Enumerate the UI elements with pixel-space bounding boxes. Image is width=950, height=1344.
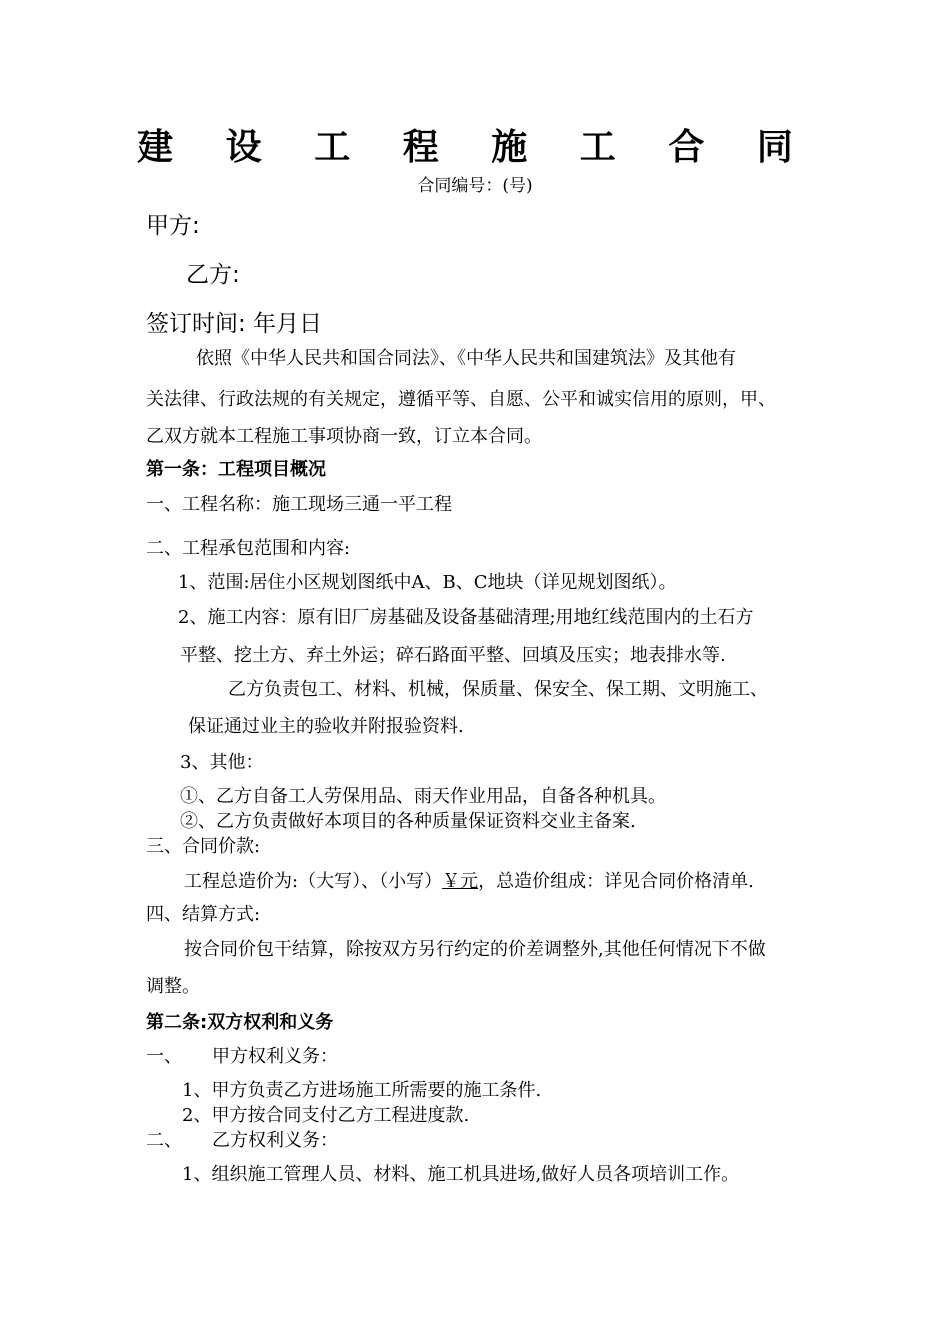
intro-line: 关法律、行政法规的有关规定，遵循平等、自愿、公平和诚实信用的原则，甲、 bbox=[146, 389, 776, 410]
intro-line: 依照《中华人民共和国合同法》、《中华人民共和国建筑法》及其他有 bbox=[196, 348, 736, 369]
other-heading: 3、其他： bbox=[180, 752, 264, 773]
project-name: 一、工程名称：施工现场三通一平工程 bbox=[146, 494, 452, 515]
contract-number: 合同编号：(号) bbox=[417, 176, 533, 196]
scope-heading: 二、工程承包范围和内容: bbox=[146, 538, 351, 559]
price-currency: ￥元 bbox=[442, 871, 479, 892]
party-a-rights-heading: 甲方权利义务： bbox=[212, 1046, 338, 1067]
scope-item: 乙方负责包工、材料、机械，保质量、保安全、保工期、文明施工、 bbox=[228, 679, 768, 700]
price-heading: 三、合同价款: bbox=[146, 836, 261, 857]
party-a: 甲方: bbox=[146, 213, 200, 239]
price-text: ，总造价组成：详见合同价格清单. bbox=[478, 871, 754, 892]
settle-line: 按合同价包干结算，除按双方另行约定的价差调整外,其他任何情况下不做 bbox=[184, 939, 766, 960]
party-a-rights-number: 一、 bbox=[146, 1046, 182, 1067]
scope-item: 平整、挖土方、弃土外运；碎石路面平整、回填及压实；地表排水等. bbox=[180, 645, 726, 666]
scope-item: 2、施工内容：原有旧厂房基础及设备基础清理;用地红线范围内的土石方 bbox=[178, 607, 754, 628]
other-item: ②、乙方负责做好本项目的各种质量保证资料交业主备案. bbox=[180, 811, 636, 832]
party-b: 乙方: bbox=[186, 262, 240, 288]
price-text: 工程总造价为:（大写）、（小写） bbox=[184, 871, 443, 892]
party-a-rights-item: 1、甲方负责乙方进场施工所需要的施工条件. bbox=[182, 1080, 542, 1101]
settle-heading: 四、结算方式: bbox=[146, 904, 261, 925]
document-title: 建 设 工 程 施 工 合 同 bbox=[137, 127, 813, 168]
party-b-rights-item: 1、组织施工管理人员、材料、施工机具进场,做好人员各项培训工作。 bbox=[182, 1164, 740, 1185]
party-b-rights-number: 二、 bbox=[146, 1130, 182, 1151]
scope-item: 1、范围:居住小区规划图纸中A、B、C地块（详见规划图纸）。 bbox=[178, 572, 677, 593]
sign-date: 签订时间: 年月日 bbox=[146, 311, 323, 337]
other-item: ①、乙方自备工人劳保用品、雨天作业用品，自备各种机具。 bbox=[180, 786, 666, 807]
party-b-rights-heading: 乙方权利义务： bbox=[212, 1130, 338, 1151]
party-a-rights-item: 2、甲方按合同支付乙方工程进度款. bbox=[182, 1105, 470, 1126]
article1-heading: 第一条：工程项目概况 bbox=[146, 459, 326, 480]
intro-line: 乙双方就本工程施工事项协商一致，订立本合同。 bbox=[146, 426, 542, 447]
article2-heading: 第二条:双方权利和义务 bbox=[146, 1012, 334, 1033]
price-line bbox=[184, 873, 754, 891]
scope-item: 保证通过业主的验收并附报验资料. bbox=[188, 716, 464, 737]
settle-line: 调整。 bbox=[146, 976, 200, 997]
